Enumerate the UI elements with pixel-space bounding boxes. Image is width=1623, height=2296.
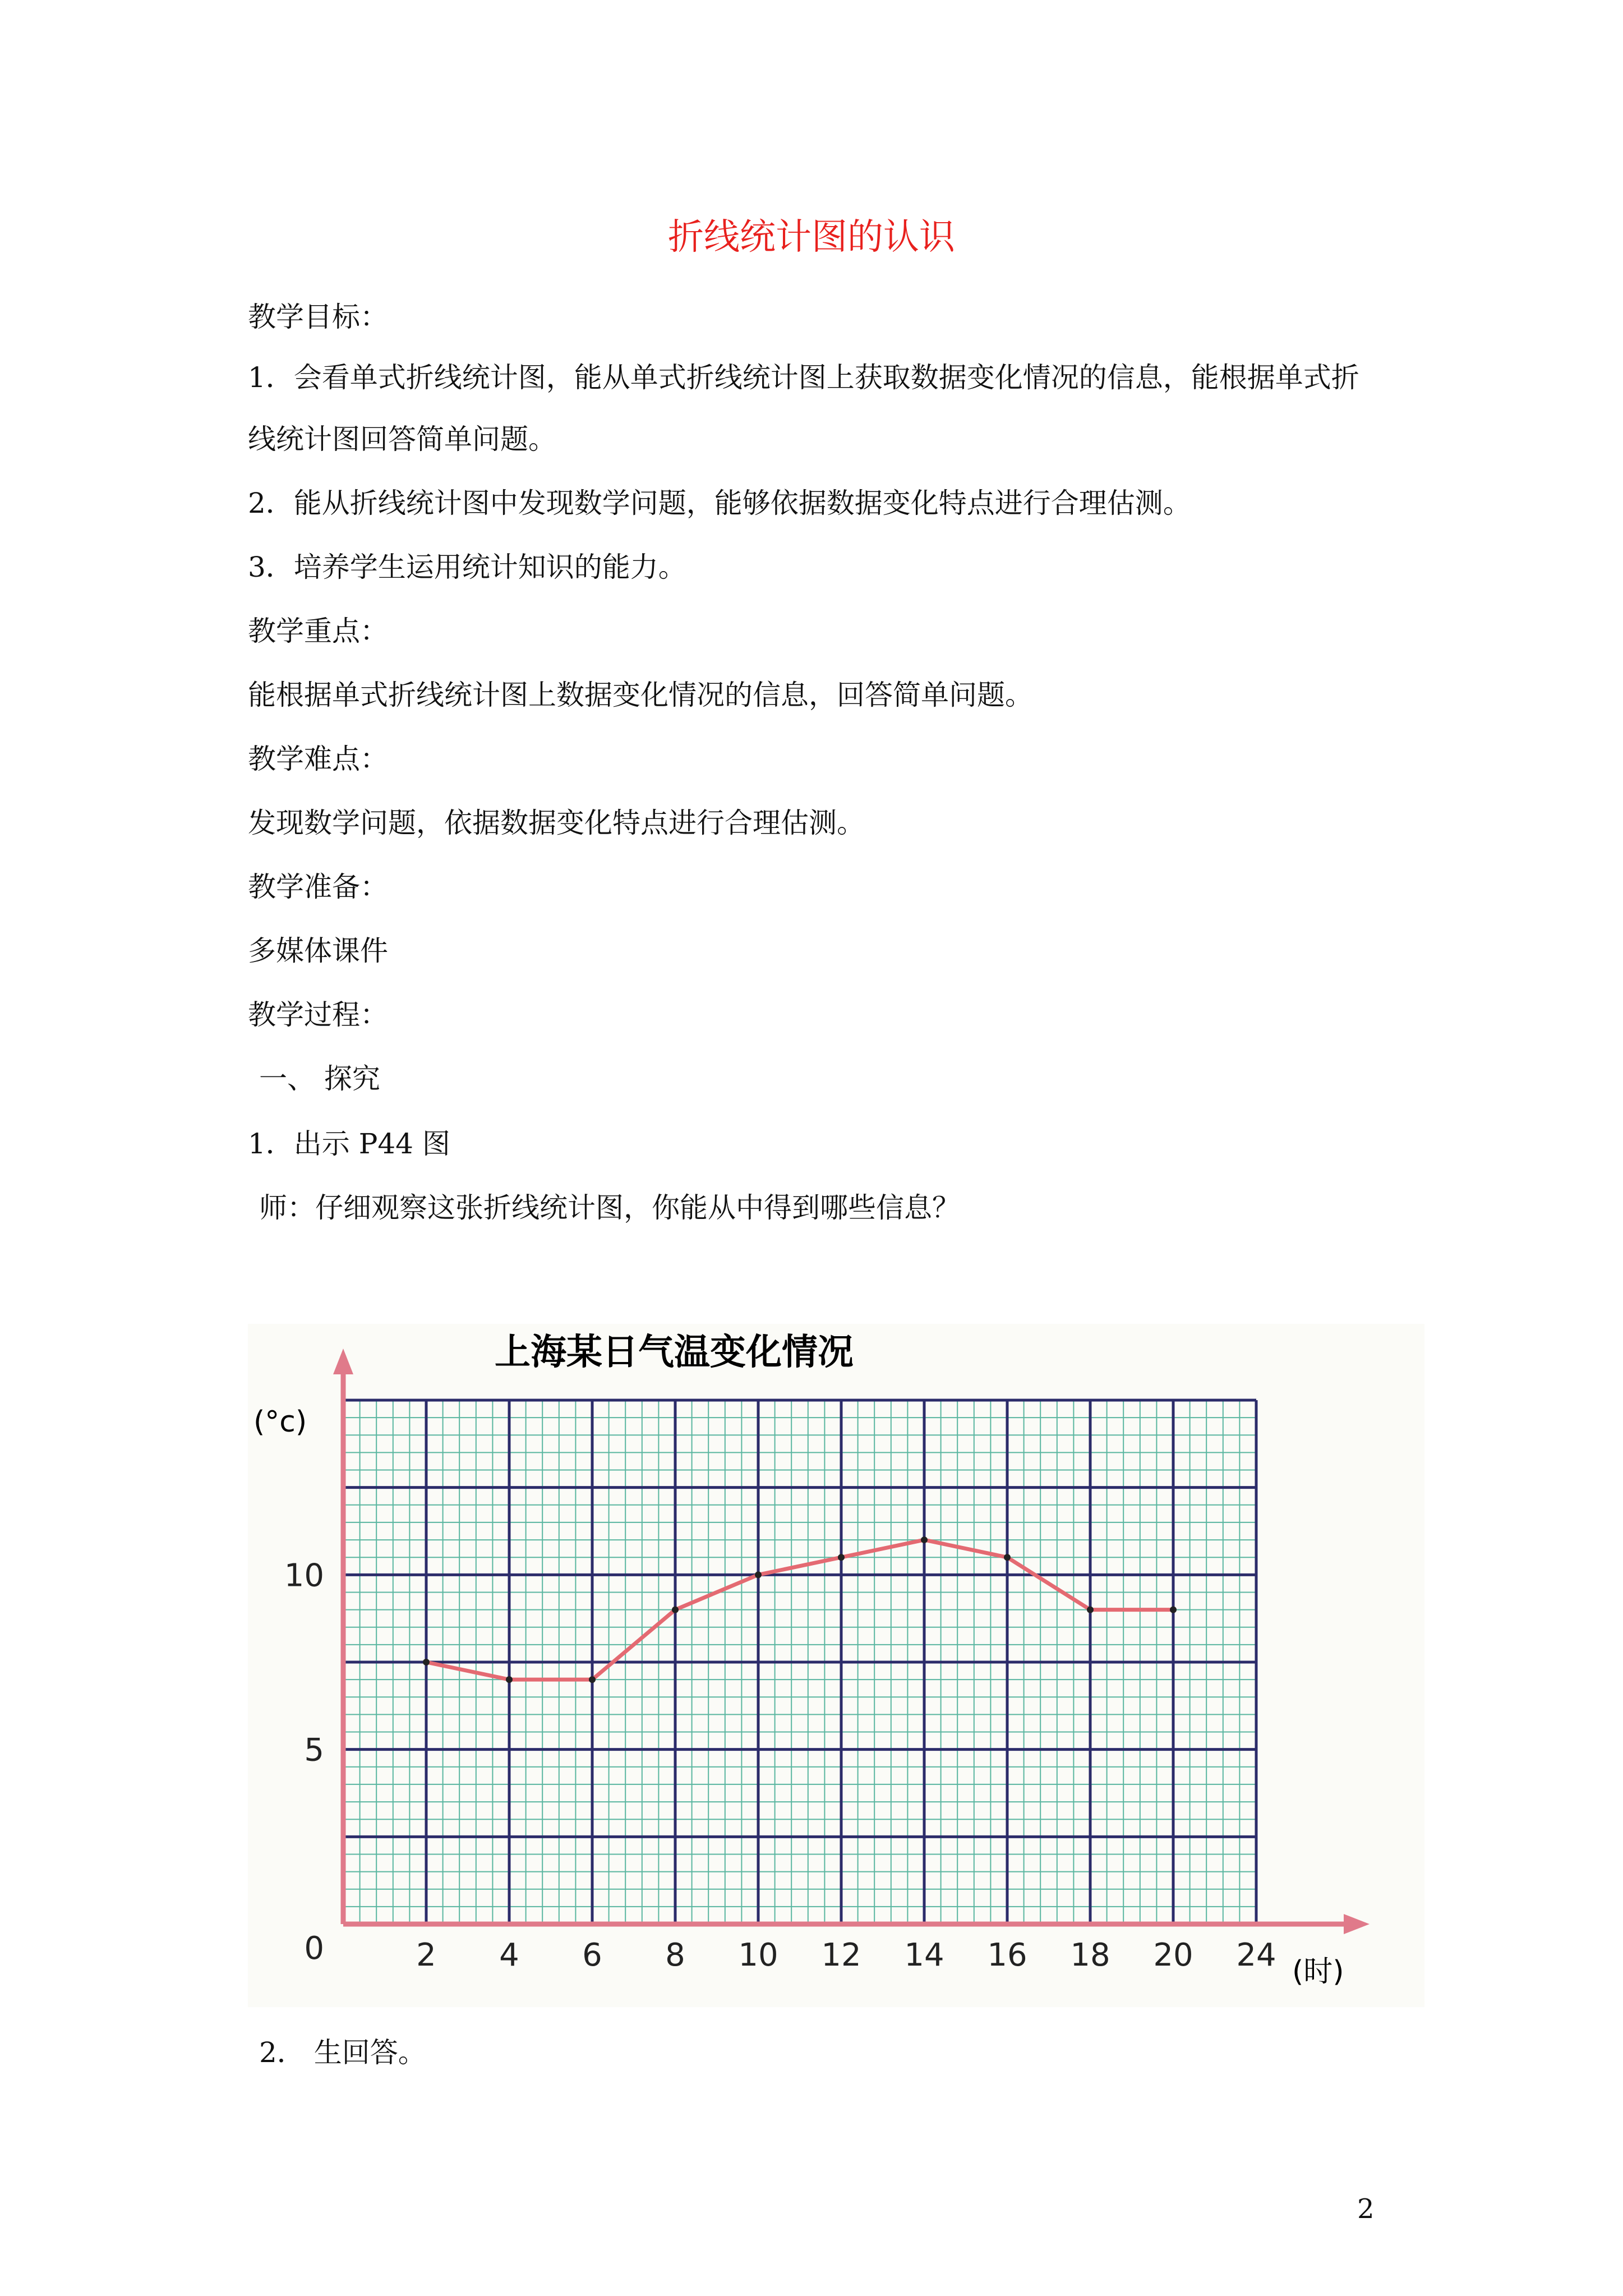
text-line: 能根据单式折线统计图上数据变化情况的信息，回答简单问题。 (248, 679, 1033, 711)
page-title: 折线统计图的认识 (668, 217, 955, 258)
data-point (838, 1554, 845, 1561)
data-point (1170, 1607, 1177, 1613)
text-line: 1．出示 P44 图 (248, 1128, 450, 1160)
data-point (672, 1607, 679, 1613)
x-tick-label: 20 (1153, 1937, 1193, 1973)
data-point (1004, 1554, 1011, 1561)
x-tick-label: 12 (821, 1937, 861, 1973)
y-axis-label: (°c) (253, 1405, 307, 1439)
text-line: 教学过程： (248, 999, 388, 1031)
data-point (423, 1659, 430, 1665)
text-line: 3．培养学生运用统计知识的能力。 (248, 551, 686, 583)
x-axis-label: (时) (1292, 1955, 1344, 1989)
text-line: 教学准备： (248, 871, 388, 903)
y-axis-arrow (333, 1349, 353, 1374)
y-tick-label: 0 (304, 1930, 324, 1967)
data-point (506, 1676, 513, 1683)
data-point (755, 1571, 762, 1578)
y-tick-label: 10 (284, 1557, 324, 1594)
x-tick-label: 8 (665, 1937, 685, 1973)
text-line: 教学重点： (248, 615, 388, 647)
section-heading: 一、 探究 (259, 1062, 380, 1095)
x-tick-label: 4 (499, 1937, 519, 1973)
text-line: 线统计图回答简单问题。 (248, 423, 556, 455)
text-line: 2．能从折线统计图中发现数学问题，能够依据数据变化特点进行合理估测。 (248, 487, 1191, 519)
x-axis-arrow (1344, 1914, 1370, 1934)
data-point (921, 1536, 928, 1543)
x-tick-label: 6 (582, 1937, 602, 1973)
text-line: 师：仔细观察这张折线统计图，你能从中得到哪些信息？ (259, 1191, 960, 1224)
x-tick-label: 2 (416, 1937, 436, 1973)
x-tick-label: 16 (987, 1937, 1027, 1973)
x-tick-label: 14 (904, 1937, 944, 1973)
line-chart (248, 1324, 1424, 2007)
text-line: 1．会看单式折线统计图，能从单式折线统计图上获取数据变化情况的信息，能根据单式折 (248, 361, 1359, 394)
text-line: 发现数学问题，依据数据变化特点进行合理估测。 (248, 807, 865, 839)
x-tick-label: 24 (1236, 1937, 1276, 1973)
text-line: 多媒体课件 (248, 935, 388, 967)
data-point (589, 1676, 596, 1683)
data-point (1087, 1607, 1094, 1613)
text-line: 教学目标： (248, 301, 388, 333)
x-tick-label: 18 (1070, 1937, 1110, 1973)
x-tick-label: 10 (738, 1937, 778, 1973)
text-line: 教学难点： (248, 743, 388, 775)
y-tick-label: 5 (304, 1732, 324, 1769)
chart-title: 上海某日气温变化情况 (495, 1332, 854, 1373)
line-chart-svg (248, 1324, 1424, 2007)
text-line: 2． 生回答。 (259, 2036, 426, 2069)
page-number: 2 (1357, 2193, 1375, 2225)
